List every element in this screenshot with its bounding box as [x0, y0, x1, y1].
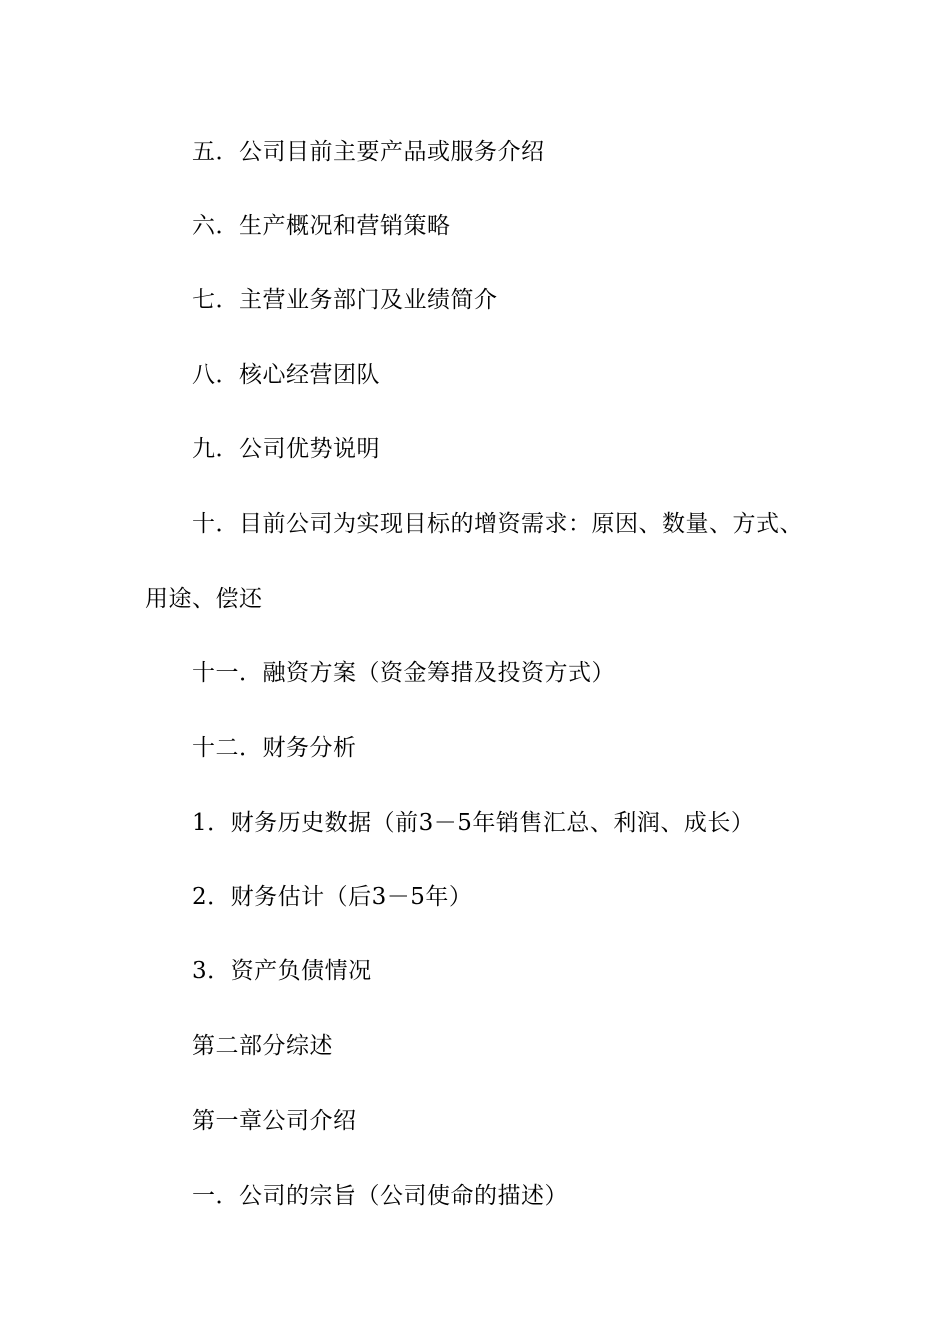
list-item-production-marketing: 六．生产概况和营销策略 — [192, 213, 451, 239]
list-item-business-departments: 七．主营业务部门及业绩简介 — [192, 287, 498, 313]
list-item-product-intro: 五．公司目前主要产品或服务介绍 — [192, 139, 545, 165]
list-item-capital-needs-continued: 用途、偿还 — [145, 586, 263, 612]
list-item-financing-plan: 十一．融资方案（资金筹措及投资方式） — [192, 660, 615, 686]
list-item-assets-liabilities: 3．资产负债情况 — [192, 958, 372, 984]
list-item-capital-needs: 十．目前公司为实现目标的增资需求：原因、数量、方式、 — [192, 511, 803, 537]
list-item-company-advantages: 九．公司优势说明 — [192, 436, 380, 462]
list-item-financial-estimate: 2．财务估计（后3－5年） — [192, 884, 473, 910]
chapter-heading-company-intro: 第一章公司介绍 — [192, 1108, 357, 1134]
section-heading-part-two: 第二部分综述 — [192, 1033, 333, 1059]
list-item-financial-analysis: 十二．财务分析 — [192, 735, 357, 761]
list-item-financial-history: 1．财务历史数据（前3－5年销售汇总、利润、成长） — [192, 810, 755, 836]
list-item-core-team: 八．核心经营团队 — [192, 362, 380, 388]
list-item-company-mission: 一．公司的宗旨（公司使命的描述） — [192, 1183, 568, 1209]
